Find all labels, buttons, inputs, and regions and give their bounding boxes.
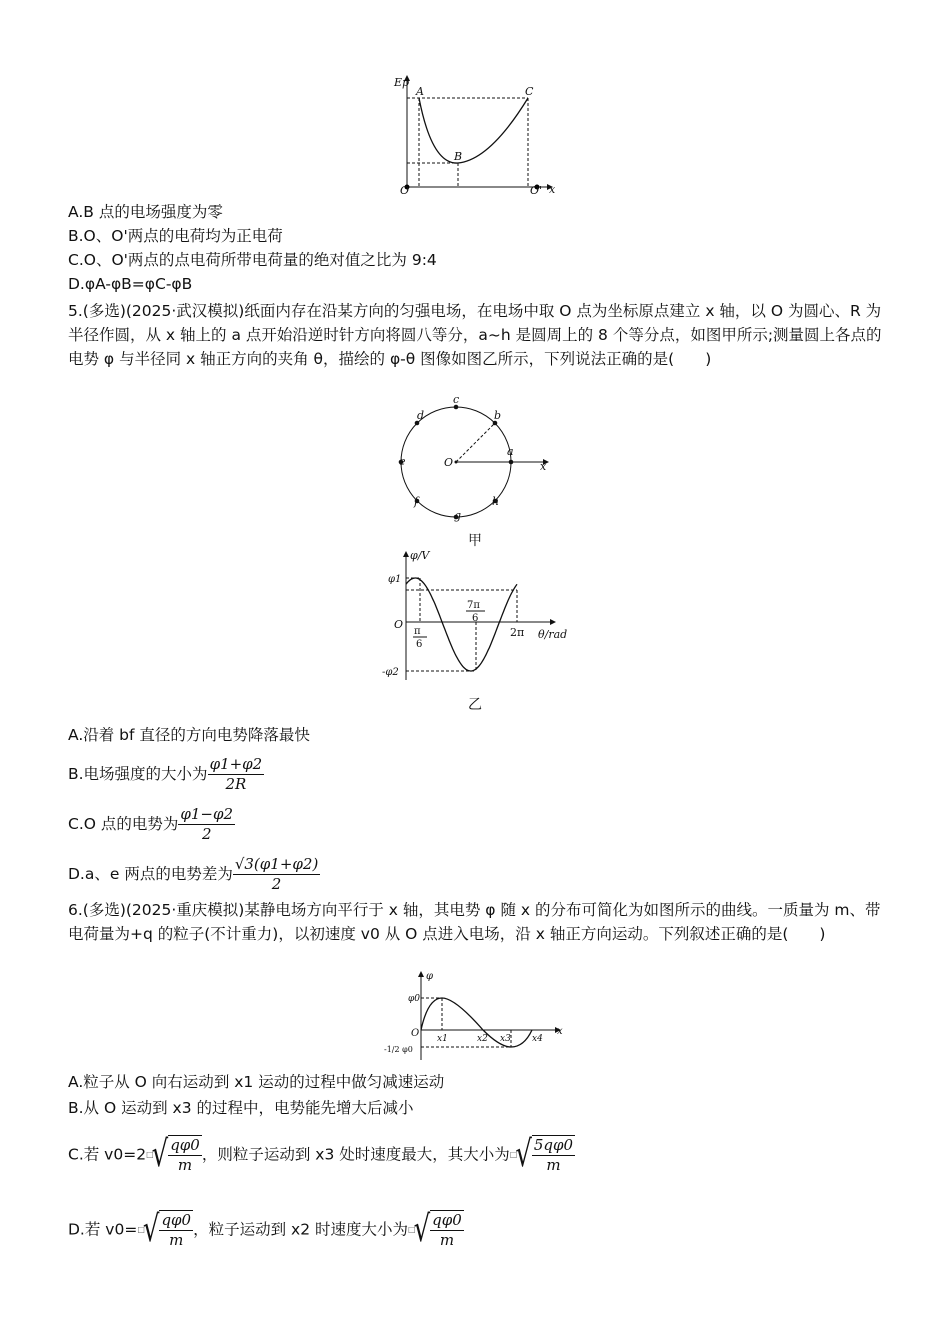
sqrt-expression: □ √ $\frac{q\varphi 0}{m}$ [137,1209,192,1251]
tick-x1: x1 [437,1034,448,1044]
point-b: b [494,409,502,422]
figure-ep-x [380,68,570,198]
q4-option-d[interactable]: D.φA-φB=φC-φB [68,275,193,293]
y-axis-label: φ [426,971,434,982]
option-text: ，粒子运动到 x2 时速度大小为 [193,1220,408,1239]
q6-option-a[interactable]: A.粒子从 O 向右运动到 x1 运动的过程中做匀减速运动 [68,1073,445,1091]
neg-phi2-label: -φ2 [382,667,399,678]
origin-label: O [411,1028,420,1039]
phi-theta-curve [406,578,517,671]
center-label: O [444,456,454,469]
sqrt-expression: □ √ $\frac{q\varphi 0}{m}$ [408,1209,462,1251]
numerator: qφ0 [161,1211,192,1229]
denominator: 2 [201,825,212,843]
denominator: m [177,1156,193,1174]
figure-phi-theta [370,545,580,685]
numerator: φ1−φ2 [180,805,234,823]
point-c: c [453,395,460,406]
tick-x2: x2 [477,1034,488,1044]
option-text: ，则粒子运动到 x3 处时速度最大，其大小为 [201,1145,510,1164]
q5-option-a[interactable]: A.沿着 bf 直径的方向电势降落最快 [68,726,310,744]
option-text: C.O 点的电势为 [68,815,179,833]
sqrt-expression: □ √ $\frac{q\varphi 0}{m}$ [146,1134,200,1176]
q6-option-b[interactable]: B.从 O 运动到 x3 的过程中，电势能先增大后减小 [68,1099,414,1117]
q4-option-a[interactable] [68,202,223,222]
phi0-label: φ0 [408,994,421,1004]
point-g: g [454,509,462,522]
tick-pi-6-den: 6 [416,639,423,650]
phi1-label: φ1 [388,574,402,585]
point-b-label: B [454,150,463,163]
tick-pi-6-num: π [414,626,421,637]
point-a-label: A [416,85,424,98]
q5-option-b[interactable] [68,755,264,794]
denominator: 2 [271,875,282,893]
option-text: C.若 v0=2 [68,1145,147,1164]
caption-yi: 乙 [468,697,482,713]
x-axis-label: θ/rad [538,628,568,641]
origin-label: O [400,184,410,197]
origin-label: O [394,618,404,631]
numerator: 5qφ0 [533,1136,574,1154]
y-axis-label: φ/V [410,549,430,562]
denominator: m [169,1231,184,1249]
q6-stem: 6.(多选)(2025·重庆模拟)某静电场方向平行于 x 轴，其电势 φ 随 x 的分布可简化为如图所示的曲线。一质量为 m、带电荷量为+q 的粒子(不计重力)，以初速度 v0 从 O 点进入电场，沿 x 轴正方向运动。下列叙述正确的是( ) [68,901,881,943]
point-a: a [507,445,514,458]
x-axis-label: x [557,1026,563,1037]
fraction [208,755,265,794]
denominator: m [439,1231,455,1249]
point-c-label: C [525,85,534,98]
q4-option-c[interactable]: C.O、O'两点的点电荷所带电荷量的绝对值之比为 9:4 [68,251,437,269]
point-f: f [414,495,419,508]
tick-x3: x3 [500,1034,511,1044]
x-axis-label: x [540,460,547,473]
point-h: h [492,495,500,508]
tick-2pi: 2π [510,626,525,639]
option-text: B.电场强度的大小为 [68,765,208,783]
y-axis-label: Ep [394,76,410,89]
q5-stem: 5.(多选)(2025·武汉模拟)纸面内存在沿某方向的匀强电场，在电场中取 O 点为坐标原点建立 x 轴，以 O 为圆心、R 为半径作圆，从 x 轴上的 a 点开始沿逆时针方向将圆八等分，a~h 是圆周上的 8 个等分点，如图甲所示;测量圆上各点的电势 φ 与半径同 x 轴正方向的夹角 θ，描绘的 φ-θ 图像如图乙所示，下列说法正确的是( ) [68,302,882,368]
q5-option-d[interactable] [68,855,320,894]
point-d: d [417,409,425,422]
tick-x4: x4 [532,1034,543,1044]
q6-option-c[interactable] [68,1135,575,1175]
q4-option-b[interactable]: B.O、O'两点的电荷均为正电荷 [68,227,283,245]
figure-phi-x [380,968,570,1063]
option-text: D.若 v0= [68,1220,138,1239]
numerator: qφ0 [170,1136,200,1154]
numerator: √3(φ1+φ2) [234,855,319,873]
x-axis-label: x [549,183,556,196]
origin2-label: O' [530,184,543,197]
denominator: m [546,1156,561,1174]
fraction [178,805,235,844]
neg-half-phi0-label: -1/2 φ0 [384,1045,413,1054]
caption-jia: 甲 [468,533,482,549]
sqrt-expression: □ √ $\frac{5q\varphi 0}{m}$ [509,1134,574,1176]
tick-7pi-6-den: 6 [472,613,479,624]
option-text: D.a、e 两点的电势差为 [68,865,233,883]
option-label: A. [68,203,84,221]
numerator: φ1+φ2 [209,755,263,773]
option-text: B 点的电场强度为零 [83,203,223,221]
fraction [233,855,320,894]
q5-option-c[interactable] [68,805,235,844]
numerator: qφ0 [432,1211,462,1229]
q6-option-d[interactable] [68,1210,464,1250]
denominator: 2R [225,775,247,793]
point-e: e [399,455,406,468]
tick-7pi-6-num: 7π [467,600,480,611]
figure-circle-jia [390,395,560,525]
